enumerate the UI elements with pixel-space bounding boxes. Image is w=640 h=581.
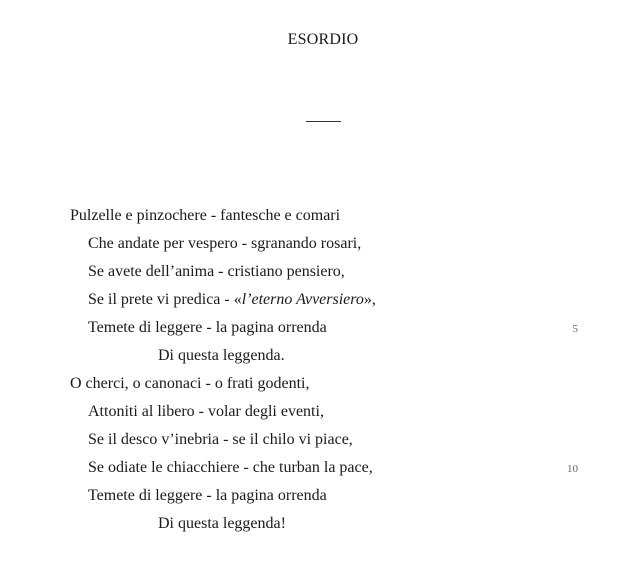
verse-text [158,514,286,534]
verse-line-3 [0,262,640,290]
verse-text [88,430,353,450]
verse-segment: O cherci, o canonaci - o frati godenti, [70,375,310,392]
verse-line-4 [0,290,640,318]
verse-text [158,346,285,366]
verse-line-12 [0,514,640,542]
verse-text [88,318,327,338]
verse-line-1 [0,206,640,234]
verse-line-6 [0,346,640,374]
verse-segment: Se il prete vi predica - « [88,291,242,308]
verse-segment: Di questa leggenda! [158,515,286,532]
verse-segment: Di questa leggenda. [158,347,285,364]
verse-segment: Se avete dell’anima - cristiano pensiero, [88,263,345,280]
verse-line-10 [0,458,640,486]
verse-segment: Se il desco v’inebria - se il chilo vi piace, [88,431,353,448]
verse-text [70,374,309,394]
line-number: 5 [572,323,578,335]
verse-text [88,234,361,254]
verse-text [88,262,345,282]
verse-segment: », [363,291,376,308]
verse-line-2 [0,234,640,262]
poem [0,206,640,542]
verse-segment: Attoniti al libero - volar degli eventi, [88,403,324,420]
verse-line-9 [0,430,640,458]
verse-line-8 [0,402,640,430]
verse-text [88,486,327,506]
verse-segment: Pulzelle e pinzochere - fantesche e comari [70,207,341,224]
verse-line-11 [0,486,640,514]
verse-text [88,402,324,422]
verse-text [88,458,373,478]
line-number: 10 [567,463,578,475]
verse-text [70,206,340,226]
verse-text [88,290,376,310]
verse-segment: Temete di leggere - la pagina orrenda [88,487,327,504]
verse-segment-italic: l’eterno Avversiero [241,291,364,308]
verse-segment: Se odiate le chiacchiere - che turban la pace, [88,459,373,476]
verse-segment: Che andate per vespero - sgranando rosari, [88,235,362,252]
page-title: ESORDIO [287,31,359,48]
verse-line-5 [0,318,640,346]
title-rule-divider [306,121,341,122]
verse-line-7 [0,374,640,402]
verse-segment: Temete di leggere - la pagina orrenda [88,319,327,336]
